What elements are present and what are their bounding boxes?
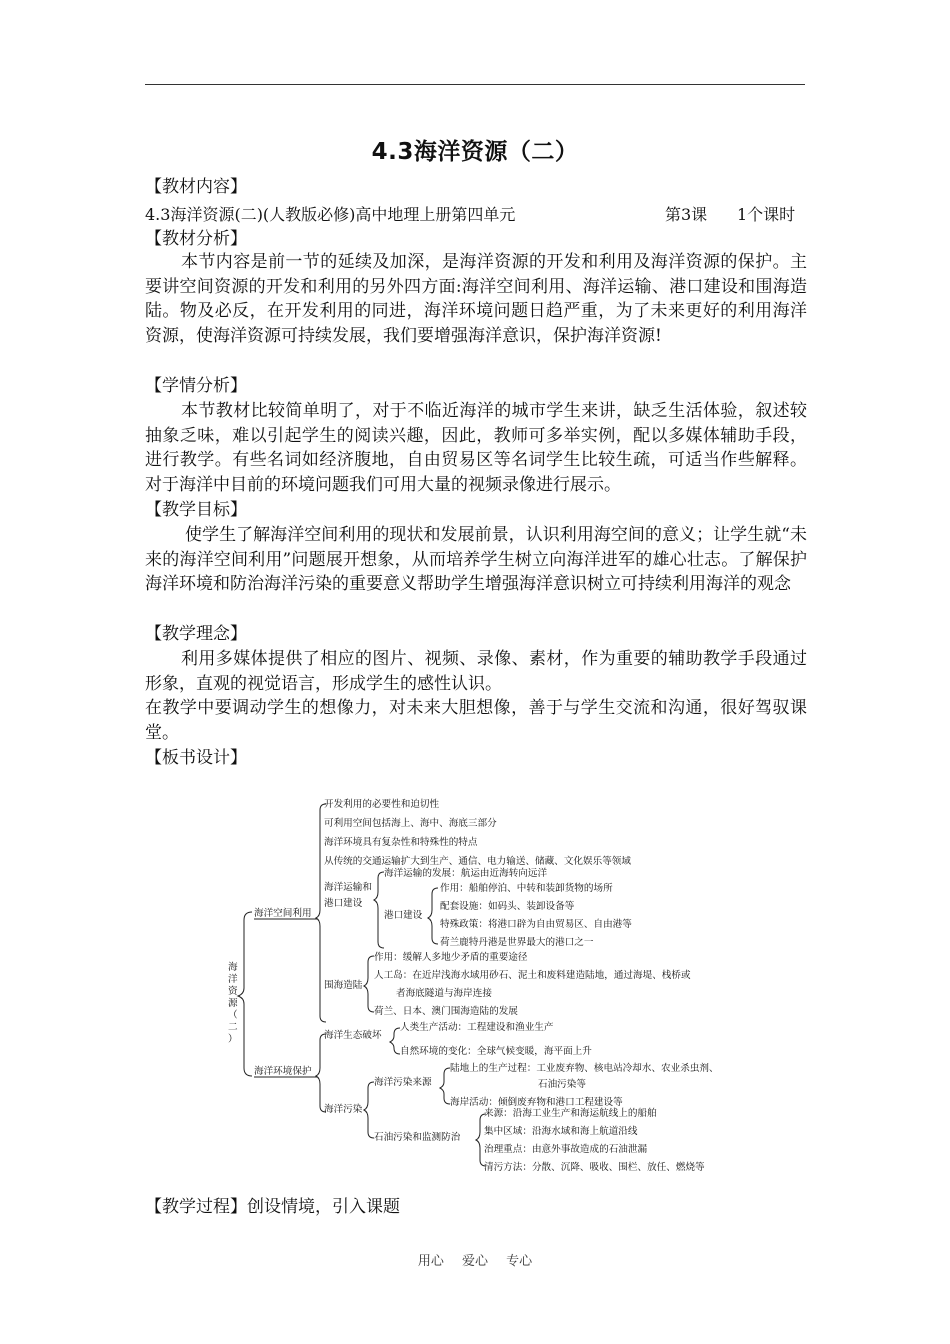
mindmap-oil-item: 集中区域：沿海水域和海上航道沿线 — [484, 1126, 638, 1137]
heading-student-analysis: 【学情分析】 — [145, 376, 247, 396]
mindmap-root-char: 二 — [228, 1022, 238, 1033]
mindmap-node-oil: 石油污染和监测防治 — [374, 1132, 461, 1143]
footer-word: 爱心 — [461, 1254, 488, 1269]
page-footer — [0, 1250, 950, 1269]
mindmap-node-transport: 港口建设 — [324, 898, 363, 909]
mindmap-port-item: 荷兰鹿特丹港是世界最大的港口之一 — [440, 937, 594, 948]
mindmap-root-char: 资 — [228, 986, 238, 997]
mindmap-root-char: 海 — [228, 962, 238, 973]
mindmap-node-eco-damage: 海洋生态破坏 — [324, 1030, 382, 1041]
footer-word: 专心 — [506, 1254, 533, 1269]
mindmap-root-char: 源 — [228, 998, 238, 1009]
teaching-goals-paragraph: 使学生了解海洋空间利用的现状和发展前景，认识利用海空间的意义；让学生就“未来的海洋空间利用”问题展开想象，从而培养学生树立向海洋进军的雄心壮志。了解保护海洋环境和防治海洋污染的重要意义帮助学生增强海洋意识树立可持续利用海洋的观念 — [145, 525, 807, 595]
mindmap-port-item: 作用：船舶停泊、中转和装卸货物的场所 — [440, 883, 613, 894]
mindmap-port-item: 特殊政策：将港口辟为自由贸易区、自由港等 — [440, 919, 632, 930]
mindmap-node-protection: 海洋环境保护 — [254, 1066, 312, 1077]
student-analysis-paragraph: 本节教材比较简单明了，对于不临近海洋的城市学生来讲，缺乏生活体验，叙述较抽象乏味，难以引起学生的阅读兴趣，因此，教师可多举实例，配以多媒体辅助手段，进行教学。有些名词如经济腹地，自由贸易区等名词学生比较生疏，可适当作些解释。对于海洋中目前的环境问题我们可用大量的视频录像进行展示。 — [145, 401, 807, 495]
mindmap-source-item: 海岸活动：倾倒废弃物和港口工程建设等 — [450, 1097, 623, 1108]
heading-board-design: 【板书设计】 — [145, 748, 247, 768]
mindmap-source-item: 石油污染等 — [538, 1079, 586, 1090]
mindmap-node-transport: 海洋运输和 — [324, 882, 372, 893]
course-info-lesson: 第3课 — [665, 205, 708, 224]
course-info-hours: 1个课时 — [737, 205, 796, 224]
mindmap-root-char: ） — [228, 1034, 238, 1045]
mindmap-eco-item: 人类生产活动：工程建设和渔业生产 — [400, 1022, 554, 1033]
mindmap-node-reclaim: 围海造陆 — [324, 980, 363, 991]
mindmap-top-line: 开发利用的必要性和迫切性 — [324, 799, 440, 810]
mindmap-eco-item: 自然环境的变化：全球气候变暖，海平面上升 — [400, 1046, 592, 1057]
page-title: 4.3海洋资源（二） — [371, 139, 579, 165]
mindmap-transport-dev: 海洋运输的发展：航运由近海转向远洋 — [384, 868, 548, 879]
mindmap-brace — [364, 1082, 374, 1138]
mindmap-brace — [364, 956, 374, 1012]
heading-teaching-goals: 【教学目标】 — [145, 500, 247, 520]
course-info-main: 4.3海洋资源(二)(人教版必修)高中地理上册第四单元 — [145, 205, 516, 224]
mindmap-reclaim-item: 人工岛：在近岸浅海水域用砂石、泥土和废料建造陆地，通过海堤、栈桥或 — [374, 970, 691, 981]
mindmap-node-port: 港口建设 — [384, 910, 423, 921]
mindmap-port-item: 配套设施：如码头、装卸设备等 — [440, 901, 575, 912]
mindmap-brace — [238, 912, 252, 1076]
mindmap-reclaim-item: 作用：缓解人多地少矛盾的重要途径 — [374, 952, 528, 963]
mindmap-root-char: （ — [228, 1010, 238, 1021]
heading-textbook-analysis: 【教材分析】 — [145, 229, 247, 249]
mindmap-oil-item: 来源：沿海工业生产和海运航线上的船舶 — [484, 1108, 657, 1119]
philosophy-paragraph-1: 利用多媒体提供了相应的图片、视频、录像、素材，作为重要的辅助教学手段通过形象，直观的视觉语言，形成学生的感性认识。 — [145, 649, 807, 694]
mindmap-top-line: 从传统的交通运输扩大到生产、通信、电力输送、储藏、文化娱乐等领域 — [324, 856, 631, 867]
mindmap-brace — [390, 1028, 400, 1054]
mindmap-reclaim-item: 者海底隧道与海岸连接 — [396, 988, 492, 999]
footer-word: 用心 — [417, 1254, 444, 1269]
mindmap-top-line: 海洋环境具有复杂性和特殊性的特点 — [324, 837, 478, 848]
mindmap-node-pollution: 海洋污染 — [324, 1104, 363, 1115]
mindmap-reclaim-item: 荷兰、日本、澳门围海造陆的发展 — [374, 1006, 518, 1017]
mindmap-top-line: 可利用空间包括海上、海中、海底三部分 — [324, 818, 497, 829]
mindmap-brace — [476, 1114, 486, 1166]
analysis-paragraph: 本节内容是前一节的延续及加深，是海洋资源的开发和利用及海洋资源的保护。主要讲空间资源的开发和利用的另外四方面:海洋空间利用、海洋运输、港口建设和围海造陆。物及必反，在开发利用的同进，海洋环境问题日趋严重，为了未来更好的利用海洋资源，使海洋资源可持续发展，我们要增强海洋意识，保护海洋资源! — [145, 252, 807, 346]
board-design-mindmap — [214, 792, 754, 1178]
mindmap-brace — [374, 872, 384, 948]
header-rule — [145, 84, 805, 85]
mindmap-node-space-use: 海洋空间利用 — [254, 908, 312, 919]
mindmap-brace — [428, 888, 438, 944]
heading-teaching-process: 【教学过程】创设情境，引入课题 — [145, 1197, 400, 1217]
mindmap-oil-item: 治理重点：由意外事故造成的石油泄漏 — [484, 1144, 648, 1155]
mindmap-brace — [440, 1068, 450, 1104]
mindmap-brace — [316, 1034, 326, 1112]
heading-textbook-content: 【教材内容】 — [145, 177, 247, 197]
mindmap-node-sources: 海洋污染来源 — [374, 1077, 432, 1088]
mindmap-oil-item: 清污方法：分散、沉降、吸收、围栏、放任、燃烧等 — [484, 1162, 705, 1173]
philosophy-paragraph-2: 在教学中要调动学生的想像力，对未来大胆想像，善于与学生交流和沟通，很好驾驭课堂。 — [145, 698, 807, 743]
course-info — [145, 203, 807, 227]
mindmap-source-item: 陆地上的生产过程：工业废弃物、核电站冷却水、农业杀虫剂、 — [450, 1063, 719, 1074]
mindmap-root-char: 洋 — [228, 974, 238, 985]
heading-teaching-philosophy: 【教学理念】 — [145, 624, 247, 644]
